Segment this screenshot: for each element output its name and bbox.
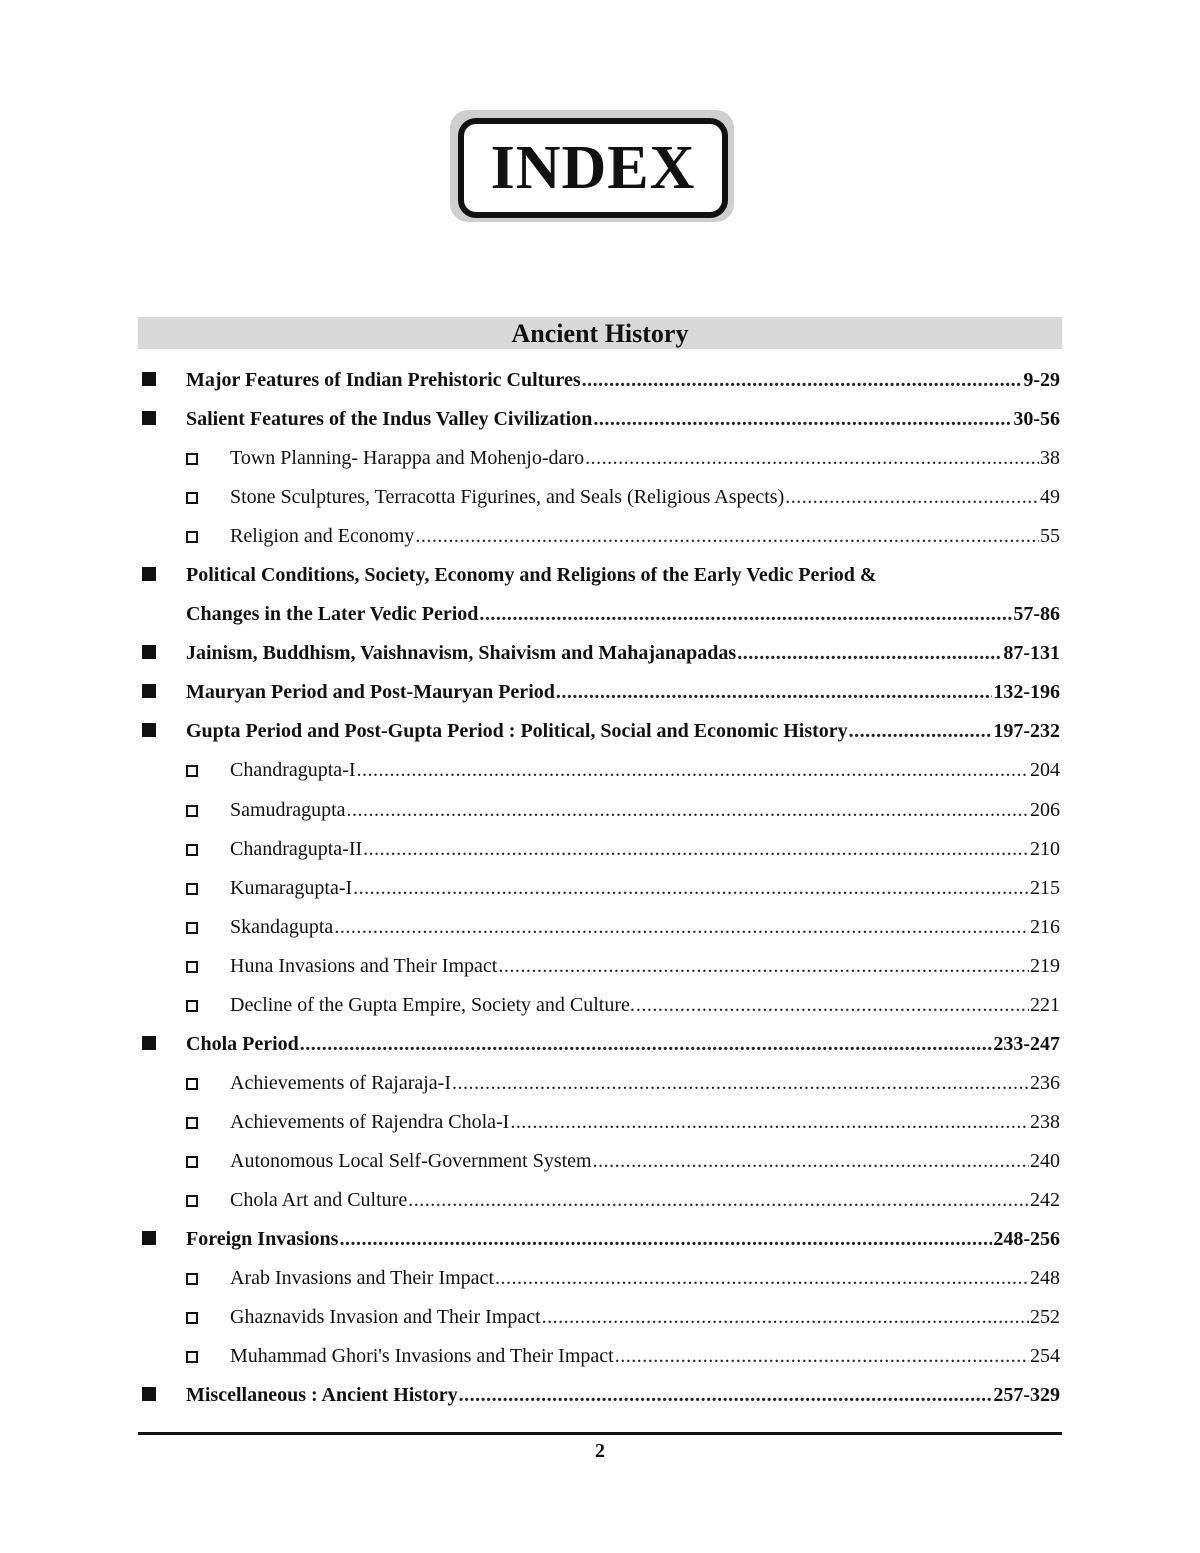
toc-page-ref: 204 (1030, 759, 1060, 782)
dot-leader (593, 1150, 1029, 1173)
toc-subentry (138, 439, 1062, 478)
toc-page-ref: 236 (1030, 1071, 1060, 1094)
toc-subentry (138, 1064, 1062, 1103)
dot-leader (849, 720, 993, 743)
toc-line (186, 408, 1060, 431)
toc-page-ref: 57-86 (1013, 603, 1060, 626)
dot-leader (495, 1267, 1029, 1290)
toc-entry (138, 712, 1062, 751)
toc-entry-title: Achievements of Rajaraja-I (230, 1071, 452, 1094)
hollow-square-bullet-icon (186, 531, 198, 543)
toc-entry-title: Gupta Period and Post-Gupta Period : Political, Social and Economic History (186, 720, 848, 743)
toc-entry-title: Chola Art and Culture (230, 1189, 408, 1211)
dot-leader (542, 1306, 1029, 1329)
filled-square-bullet-icon (142, 645, 156, 659)
hollow-square-bullet-icon (186, 844, 198, 856)
toc-entry-title: Salient Features of the Indus Valley Civilization (186, 408, 593, 431)
toc-page-ref: 87-131 (1003, 642, 1060, 665)
dot-leader (408, 1189, 1029, 1212)
toc-page-ref: 49 (1040, 486, 1060, 509)
toc-line (230, 1150, 1060, 1173)
footer-divider (138, 1432, 1062, 1435)
toc-subentry (138, 908, 1062, 947)
toc-entry-title: Huna Invasions and Their Impact (230, 954, 498, 977)
toc-page-ref: 38 (1040, 447, 1060, 470)
toc-entry-title: Foreign Invasions (186, 1228, 339, 1251)
toc-entry (138, 595, 1062, 634)
hollow-square-bullet-icon (186, 1273, 198, 1285)
dot-leader (785, 486, 1039, 509)
toc-page-ref: 240 (1030, 1149, 1060, 1172)
toc-entry (138, 1220, 1062, 1259)
dot-leader (593, 408, 1012, 431)
page-number: 2 (595, 1440, 605, 1462)
toc-subentry (138, 1337, 1062, 1376)
toc-page-ref: 242 (1030, 1189, 1060, 1211)
toc-line (230, 994, 1060, 1017)
toc-subentry (138, 1181, 1062, 1220)
dot-leader (582, 369, 1023, 392)
toc-line (186, 720, 1060, 743)
toc-page-ref: 238 (1030, 1110, 1060, 1133)
table-of-contents (138, 361, 1062, 1415)
toc-entry (138, 556, 1062, 595)
toc-entry-title: Changes in the Later Vedic Period (186, 603, 479, 626)
section-heading: Ancient History (138, 317, 1062, 349)
toc-subentry (138, 869, 1062, 908)
dot-leader (452, 1072, 1029, 1095)
dot-leader (636, 994, 1029, 1017)
hollow-square-bullet-icon (186, 1351, 198, 1363)
toc-line (230, 916, 1060, 939)
hollow-square-bullet-icon (186, 922, 198, 934)
hollow-square-bullet-icon (186, 1312, 198, 1324)
hollow-square-bullet-icon (186, 1117, 198, 1129)
hollow-square-bullet-icon (186, 961, 198, 973)
filled-square-bullet-icon (142, 1387, 156, 1401)
toc-line (186, 603, 1060, 626)
dot-leader (556, 681, 992, 704)
filled-square-bullet-icon (142, 1231, 156, 1245)
filled-square-bullet-icon (142, 411, 156, 425)
toc-entry-title: Chandragupta-II (230, 837, 363, 860)
toc-entry-title: Political Conditions, Society, Economy and Religions of the Early Vedic Period & (186, 564, 877, 587)
filled-square-bullet-icon (142, 684, 156, 698)
dot-leader (737, 642, 1002, 665)
toc-line (230, 447, 1060, 470)
toc-page-ref: 219 (1030, 954, 1060, 977)
toc-line (230, 877, 1060, 900)
toc-entry-title: Autonomous Local Self-Government System (230, 1149, 592, 1172)
toc-line (186, 1384, 1060, 1407)
toc-page-ref: 206 (1030, 798, 1060, 821)
toc-entry-title: Stone Sculptures, Terracotta Figurines, and Seals (Religious Aspects) (230, 486, 785, 509)
toc-entry-title: Decline of the Gupta Empire, Society and Culture. (230, 993, 635, 1016)
toc-page-ref: 55 (1040, 525, 1060, 548)
toc-entry (138, 361, 1062, 400)
toc-entry-title: Town Planning- Harappa and Mohenjo-daro (230, 447, 585, 470)
toc-entry-title: Samudragupta (230, 798, 346, 821)
hollow-square-bullet-icon (186, 805, 198, 817)
toc-subentry (138, 1103, 1062, 1142)
dot-leader (615, 1345, 1029, 1368)
toc-subentry (138, 986, 1062, 1025)
toc-page-ref: 9-29 (1023, 369, 1060, 392)
toc-subentry (138, 830, 1062, 869)
toc-page-ref: 248-256 (993, 1228, 1060, 1251)
toc-line (230, 1072, 1060, 1095)
toc-page-ref: 216 (1030, 915, 1060, 938)
toc-page-ref: 197-232 (993, 720, 1060, 743)
hollow-square-bullet-icon (186, 1156, 198, 1168)
toc-entry (138, 634, 1062, 673)
toc-page-ref: 210 (1030, 837, 1060, 860)
dot-leader (498, 955, 1029, 978)
toc-entry-title: Kumaragupta-I (230, 876, 353, 899)
toc-entry-title: Miscellaneous : Ancient History (186, 1384, 458, 1407)
toc-line (230, 759, 1060, 782)
toc-line (186, 564, 1060, 587)
toc-line (230, 838, 1060, 861)
toc-line (186, 642, 1060, 665)
toc-entry (138, 1376, 1062, 1415)
filled-square-bullet-icon (142, 372, 156, 386)
hollow-square-bullet-icon (186, 883, 198, 895)
toc-subentry (138, 751, 1062, 790)
toc-line (230, 1267, 1060, 1290)
dot-leader (353, 877, 1029, 900)
toc-page-ref: 132-196 (993, 681, 1060, 704)
toc-entry-title: Chandragupta-I (230, 759, 356, 782)
hollow-square-bullet-icon (186, 1000, 198, 1012)
toc-entry-title: Mauryan Period and Post-Mauryan Period (186, 681, 555, 704)
toc-line (186, 1033, 1060, 1056)
filled-square-bullet-icon (142, 567, 156, 581)
filled-square-bullet-icon (142, 723, 156, 737)
toc-page-ref: 30-56 (1013, 408, 1060, 431)
hollow-square-bullet-icon (186, 1195, 198, 1207)
toc-line (230, 1306, 1060, 1329)
dot-leader (300, 1033, 993, 1056)
toc-entry-title: Chola Period (186, 1032, 299, 1055)
toc-entry (138, 1025, 1062, 1064)
toc-subentry (138, 1298, 1062, 1337)
hollow-square-bullet-icon (186, 765, 198, 777)
toc-entry-title: Achievements of Rajendra Chola-I (230, 1110, 510, 1133)
hollow-square-bullet-icon (186, 453, 198, 465)
toc-line (230, 799, 1060, 822)
toc-line (230, 955, 1060, 978)
toc-subentry (138, 947, 1062, 986)
toc-entry-title: Religion and Economy (230, 525, 415, 548)
toc-entry-title: Jainism, Buddhism, Vaishnavism, Shaivism and Mahajanapadas (186, 642, 737, 665)
toc-subentry (138, 517, 1062, 556)
toc-line (230, 1345, 1060, 1368)
toc-entry (138, 400, 1062, 439)
toc-line (230, 486, 1060, 509)
dot-leader (459, 1384, 993, 1407)
toc-page-ref: 233-247 (993, 1032, 1060, 1055)
toc-page-ref: 221 (1030, 993, 1060, 1016)
toc-line (186, 1228, 1060, 1251)
dot-leader (585, 447, 1039, 470)
toc-page-ref: 252 (1030, 1306, 1060, 1329)
toc-subentry (138, 1142, 1062, 1181)
filled-square-bullet-icon (142, 1036, 156, 1050)
toc-line (186, 369, 1060, 392)
toc-subentry (138, 1259, 1062, 1298)
toc-line (186, 681, 1060, 704)
toc-page-ref: 215 (1030, 876, 1060, 899)
toc-subentry (138, 791, 1062, 830)
toc-page-ref: 257-329 (993, 1384, 1060, 1407)
toc-line (230, 525, 1060, 548)
dot-leader (347, 799, 1029, 822)
toc-entry-title: Major Features of Indian Prehistoric Cultures (186, 369, 581, 392)
toc-entry-title: Arab Invasions and Their Impact (230, 1267, 494, 1290)
toc-entry (138, 673, 1062, 712)
index-title-frame (450, 110, 746, 234)
toc-entry-title: Muhammad Ghori's Invasions and Their Impact (230, 1345, 614, 1368)
dot-leader (363, 838, 1029, 861)
index-title: INDEX (458, 118, 728, 218)
toc-entry-title: Skandagupta (230, 915, 334, 938)
toc-line (230, 1111, 1060, 1134)
dot-leader (479, 603, 1012, 626)
hollow-square-bullet-icon (186, 492, 198, 504)
dot-leader (334, 916, 1029, 939)
dot-leader (339, 1228, 992, 1251)
toc-line (230, 1189, 1060, 1212)
toc-page-ref: 254 (1030, 1345, 1060, 1368)
toc-subentry (138, 478, 1062, 517)
dot-leader (510, 1111, 1029, 1134)
toc-entry-title: Ghaznavids Invasion and Their Impact (230, 1306, 541, 1329)
dot-leader (415, 525, 1039, 548)
dot-leader (357, 759, 1029, 782)
hollow-square-bullet-icon (186, 1078, 198, 1090)
toc-page-ref: 248 (1030, 1267, 1060, 1290)
